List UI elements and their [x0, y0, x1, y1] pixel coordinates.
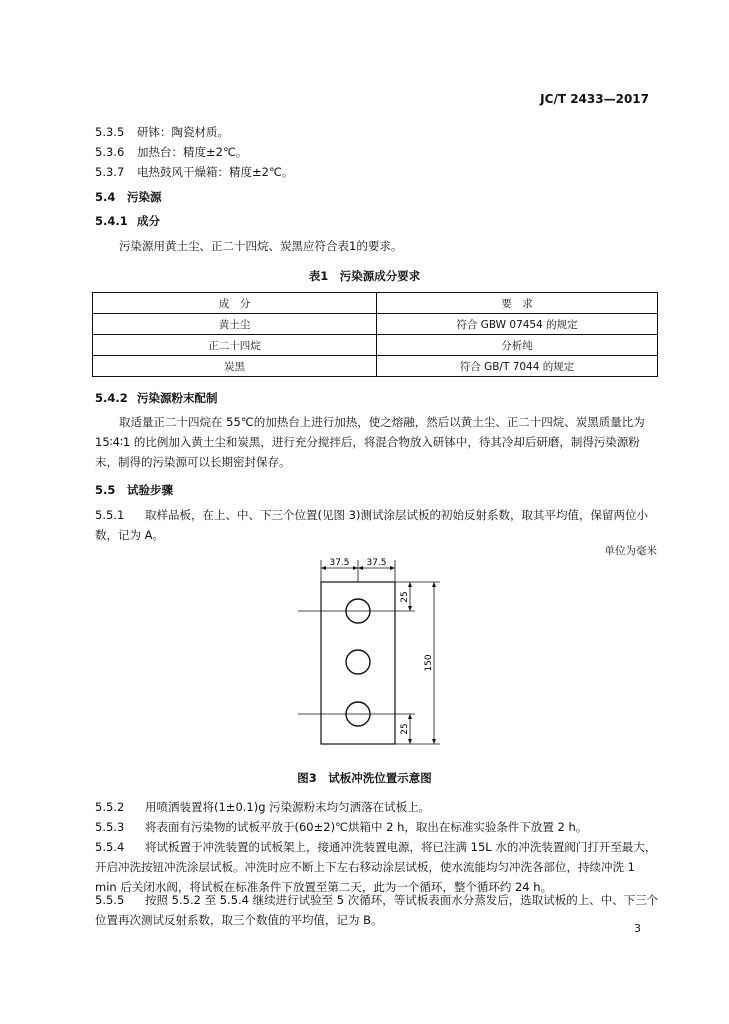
table1	[92, 292, 658, 377]
clause-5-3-5	[95, 124, 229, 140]
dim-label-top: 25	[400, 591, 410, 603]
paragraph-5-4-1: 污染源用黄土尘、正二十四烷、炭黑应符合表1的要求。	[119, 239, 403, 253]
clause-5-3-7	[95, 164, 293, 180]
standard-number: JC/T 2433—2017	[540, 92, 649, 106]
dim-arrow	[353, 566, 358, 570]
clause-text: 按照 5.5.2 至 5.5.4 继续进行试验至 5 次循环，等试板表面水分蒸发后，选取试板的上、中、下三个位置再次测试反射系数，取三个数值的平均值，记为 B。	[95, 893, 659, 927]
clause-number: 5.5.2	[95, 800, 125, 814]
clause-number: 5.3.5	[95, 125, 125, 139]
step-5-5-2	[95, 797, 660, 817]
clause-text: 将表面有污染物的试板平放于(60±2)℃烘箱中 2 h，取出在标准实验条件下放置 2 h。	[145, 820, 588, 834]
section-title: 成分	[137, 214, 160, 228]
clause-number: 5.5.5	[95, 893, 125, 907]
paragraph-5-5-1	[95, 505, 660, 545]
dim-arrow	[358, 566, 363, 570]
table-row	[93, 314, 658, 335]
clause-number: 5.5.3	[95, 820, 125, 834]
table1-caption: 表1 污染源成分要求	[308, 269, 421, 283]
table-header-cell: 成 分	[93, 293, 377, 314]
section-5-4-heading	[95, 189, 162, 205]
section-5-4-1-heading	[95, 213, 160, 229]
dim-arrow	[408, 582, 412, 587]
table-cell: 符合 GB/T 7044 的规定	[377, 356, 658, 377]
test-panel	[321, 582, 395, 744]
table-cell: 炭黑	[93, 356, 377, 377]
clause-text: 研钵：陶瓷材质。	[137, 125, 229, 139]
clause-number: 5.5.1	[95, 508, 125, 522]
dim-arrow	[432, 739, 436, 744]
dim-label-w2: 37.5	[366, 558, 387, 568]
section-5-5-heading	[95, 482, 173, 498]
step-5-5-3	[95, 817, 660, 837]
section-number: 5.4.2	[95, 391, 128, 405]
paragraph-5-4-2: 取适量正二十四烷在 55℃的加热台上进行加热，使之熔融，然后以黄土尘、正二十四烷、炭黑质量比为 15∶4∶1 的比例加入黄土尘和炭黑，进行充分搅拌后，将混合物放入研钵中，待其冷却后研磨，制得污染源粉末，制得的污染源可以长期密封保存。	[95, 415, 645, 469]
table-header-row	[93, 293, 658, 314]
dim-arrow	[390, 566, 395, 570]
clause-text: 取样品板，在上、中、下三个位置(见图 3)测试涂层试板的初始反射系数，取其平均值，保留两位小数，记为 A。	[95, 508, 648, 542]
table-row	[93, 356, 658, 377]
dim-arrow	[408, 739, 412, 744]
unit-note: 单位为毫米	[604, 545, 657, 557]
dim-arrow	[432, 582, 436, 587]
table-cell: 符合 GBW 07454 的规定	[377, 314, 658, 335]
step-5-5-5	[95, 890, 660, 930]
clause-text: 用喷洒装置将(1±0.1)g 污染源粉末均匀洒落在试板上。	[145, 800, 431, 814]
clause-text: 将试板置于冲洗装置的试板架上，接通冲洗装置电源，将已注满 15L 水的冲洗装置阀门打开至最大，开启冲洗按钮冲洗涂层试板。冲洗时应不断上下左右移动涂层试板，使水流能均匀冲洗各部位，持续冲洗 1 min 后关闭水阀，将试板在标准条件下放置至第二天，此为一个循环，整个循环约 24 h。	[95, 840, 657, 894]
position-circle-middle	[346, 650, 370, 674]
section-5-4-2-heading	[95, 390, 218, 406]
dim-label-w1: 37.5	[329, 558, 350, 568]
step-5-5-4	[95, 837, 660, 897]
clause-text: 加热台：精度±2℃。	[137, 145, 248, 159]
section-number: 5.4.1	[95, 214, 128, 228]
clause-text: 电热鼓风干燥箱：精度±2℃。	[137, 165, 294, 179]
table-cell: 正二十四烷	[93, 335, 377, 356]
dim-arrow	[321, 566, 326, 570]
table-row	[93, 335, 658, 356]
page-number: 3	[634, 922, 641, 935]
table-cell: 黄土尘	[93, 314, 377, 335]
clause-5-3-6	[95, 144, 247, 160]
figure3-caption: 图3 试板冲洗位置示意图	[297, 771, 432, 785]
clause-number: 5.3.7	[95, 165, 125, 179]
table-cell: 分析纯	[377, 335, 658, 356]
figure3-diagram	[290, 552, 450, 757]
dim-label-height: 150	[424, 654, 434, 672]
section-title: 污染源粉末配制	[137, 391, 218, 405]
dim-label-bottom: 25	[400, 723, 410, 735]
section-number: 5.4	[95, 190, 116, 204]
section-title: 试验步骤	[127, 483, 173, 497]
dim-arrow	[408, 606, 412, 611]
clause-number: 5.5.4	[95, 840, 125, 854]
clause-number: 5.3.6	[95, 145, 125, 159]
dim-arrow	[408, 714, 412, 719]
section-title: 污染源	[127, 190, 162, 204]
table-header-cell: 要 求	[377, 293, 658, 314]
section-number: 5.5	[95, 483, 116, 497]
